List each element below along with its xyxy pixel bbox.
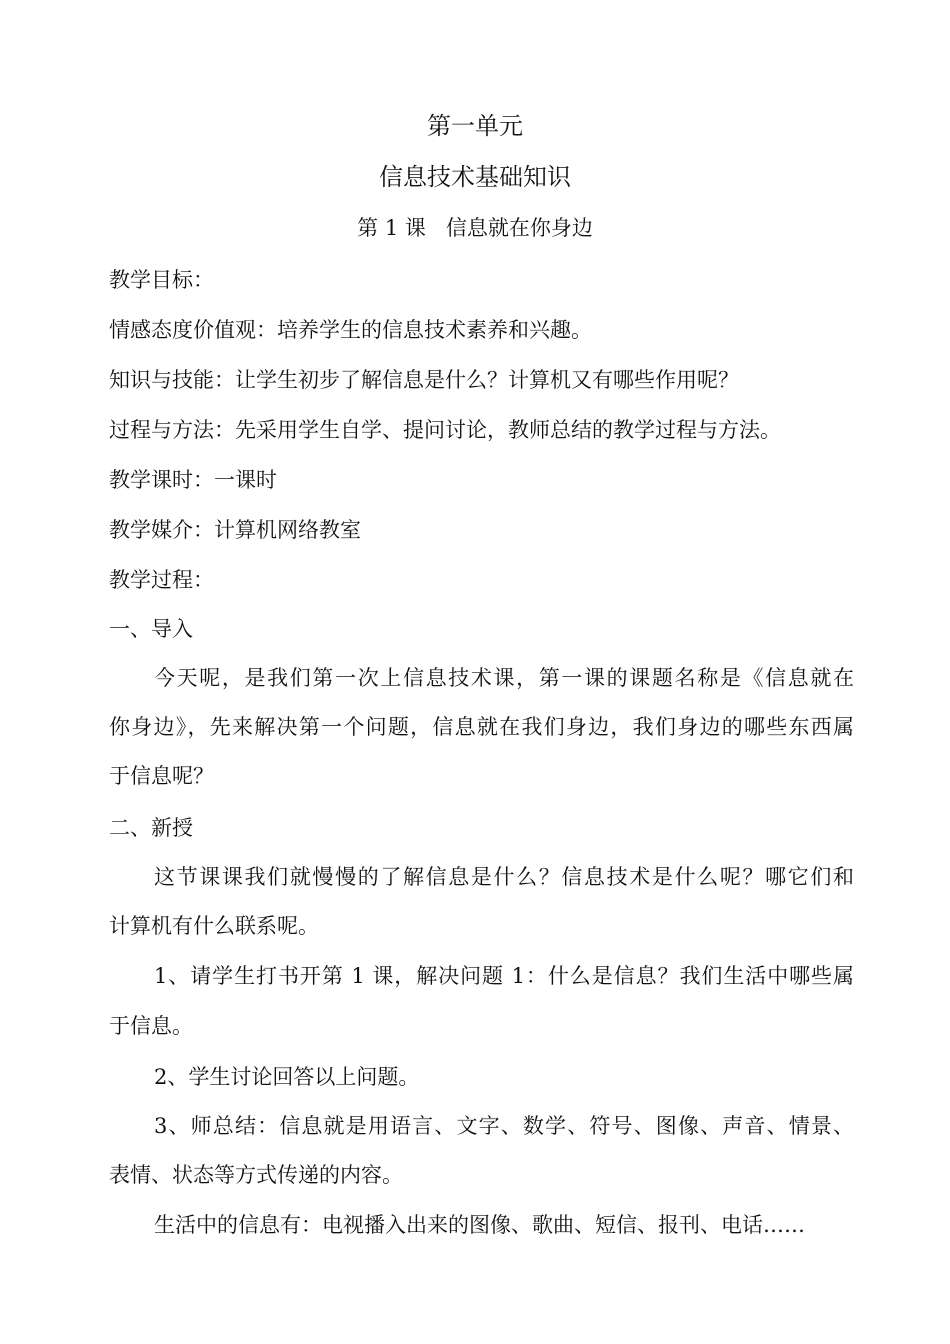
step-3-line-2: 表情、状态等方式传递的内容。 [109,1163,403,1187]
section-title: 信息技术基础知识 [379,163,571,191]
intro-paragraph-line-1: 今天呢，是我们第一次上信息技术课，第一课的课题名称是《信息就在 [154,666,854,690]
lesson-title: 信息就在你身边 [445,216,593,240]
step-1-line-2: 于信息。 [109,1014,193,1038]
teaching-hours: 教学课时：一课时 [109,468,277,492]
intro-paragraph-line-3: 于信息呢？ [109,764,214,788]
new-paragraph-line-2: 计算机有什么联系呢。 [109,914,319,938]
intro-paragraph-line-2: 你身边》，先来解决第一个问题，信息就在我们身边，我们身边的哪些东西属 [109,715,854,739]
step-2: 2、学生讨论回答以上问题。 [154,1065,420,1089]
goal-attitude: 情感态度价值观：培养学生的信息技术素养和兴趣。 [109,318,592,342]
life-info-examples: 生活中的信息有：电视播入出来的图像、歌曲、短信、报刊、电话…… [154,1213,805,1237]
new-paragraph-line-1: 这节课课我们就慢慢的了解信息是什么？信息技术是什么呢？哪它们和 [154,865,854,889]
teaching-process-heading: 教学过程： [109,568,214,592]
teaching-media: 教学媒介：计算机网络教室 [109,518,361,542]
lesson-number: 第 1 课 [357,216,426,240]
step-3-line-1: 3、师总结：信息就是用语言、文字、数学、符号、图像、声音、情景、 [154,1114,854,1138]
teaching-goals-heading: 教学目标： [109,268,214,292]
goal-knowledge: 知识与技能：让学生初步了解信息是什么？计算机又有哪些作用呢？ [109,368,739,392]
step-1-line-1: 1、请学生打书开第 1 课，解决问题 1：什么是信息？我们生活中哪些属 [154,964,854,988]
lesson-heading [0,213,950,243]
section-intro-heading: 一、导入 [109,617,193,641]
unit-title: 第一单元 [427,112,523,140]
goal-process: 过程与方法：先采用学生自学、提问讨论，教师总结的教学过程与方法。 [109,418,781,442]
section-new-heading: 二、新授 [109,816,193,840]
